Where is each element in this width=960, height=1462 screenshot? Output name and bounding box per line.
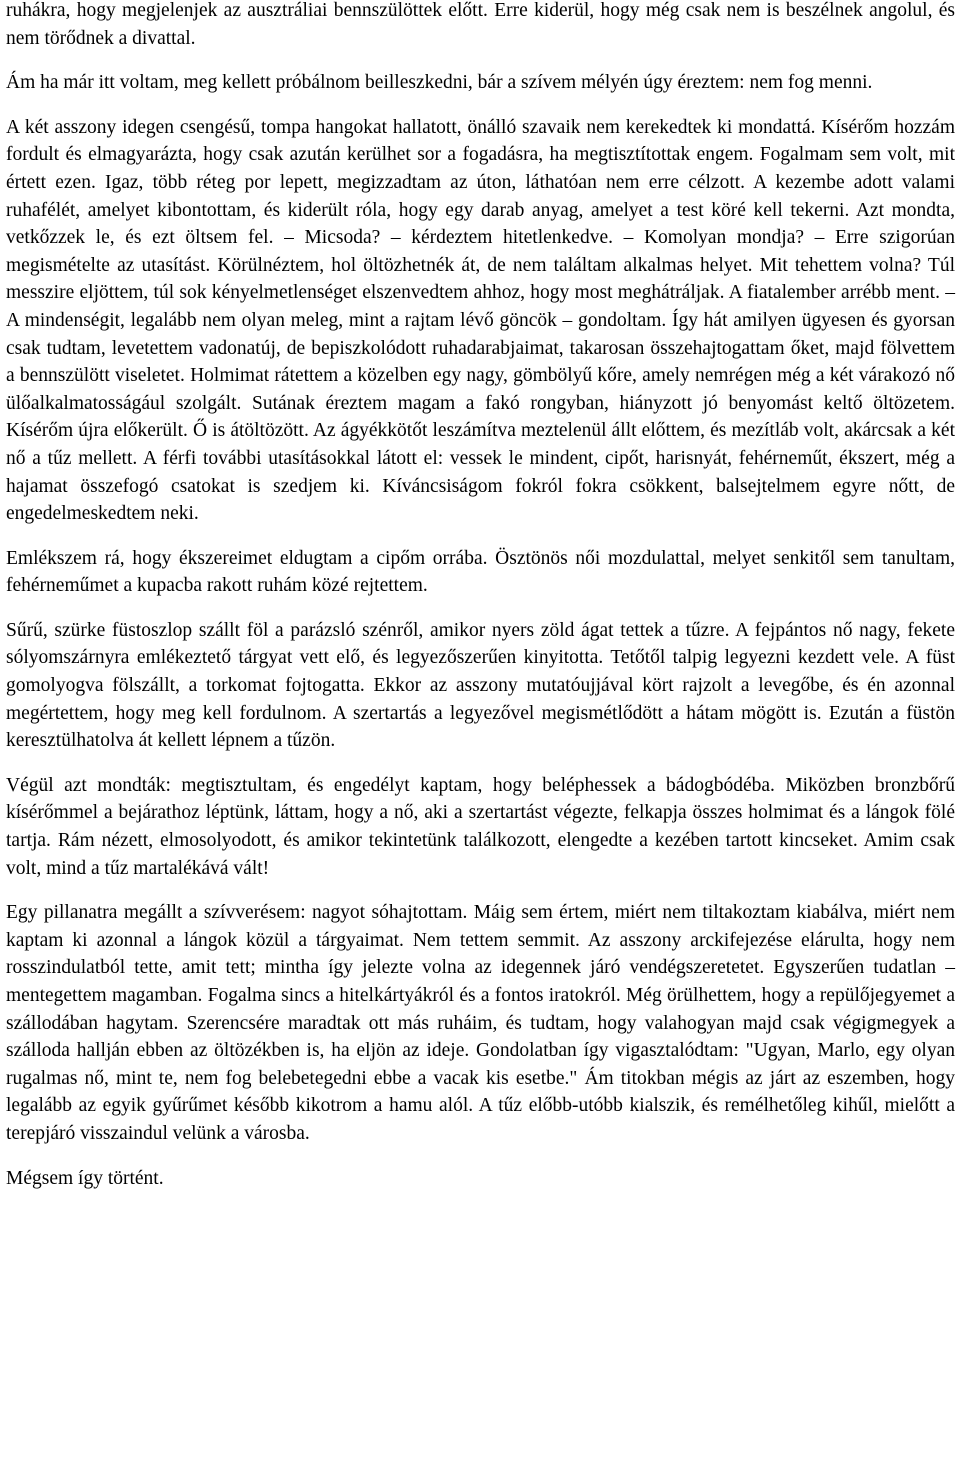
paragraph-5: Sűrű, szürke füstoszlop szállt föl a parázsló szénről, amikor nyers zöld ágat tettek a tűzre. A fejpántos nő nagy, fekete sólyomszárnyra emlékeztető tárgyat vett elő, és legyezőszerűen kinyitotta. Tetőtől talpig legyezni kezdett vele. A füst gomolyogva fölszállt, a torkomat fojtogatta. Ekkor az asszony mutatóujjával kört rajzolt a levegőbe, és én azonnal megértettem, hogy meg kell fordulnom. A szertartás a legyezővel megismétlődött a hátam mögött is. Ezután a füstön keresztülhatolva át kellett lépnem a tűzön. bbox=[6, 619, 955, 752]
paragraph-3: A két asszony idegen csengésű, tompa hangokat hallatott, önálló szavaik nem kerekedtek ki mondattá. Kísérőm hozzám fordult és elmagyarázta, hogy csak azután kerülhet sor a fogadásra, ha megtisztítottak engem. Fogalmam sem volt, mit értett ezen. Igaz, több réteg por lepett, megizzadtam az úton, láthatóan nem erre célzott. A kezembe adott valami ruhafélét, amelyet kibontottam, és kiderült róla, hogy egy darab anyag, amelyet a test köré kell tekerni. Azt mondta, vetkőzzek le, és ezt öltsem fel. – Micsoda? – kérdeztem hitetlenkedve. – Komolyan mondja? – Erre szigorúan megismételte az utasítást. Körülnéztem, hol öltözhetnék át, de nem találtam alkalmas helyet. Mit tehettem volna? Túl messzire eljöttem, túl sok kényelmetlenséget elszenvedtem ahhoz, hogy most meghátráljak. A fiatalember arrébb ment. – A mindenségit, legalább nem olyan meleg, mint a rajtam lévő göncök – gondoltam. Így hát amilyen ügyesen és gyorsan csak tudtam, levetettem vadonatúj, de bepiszkolódott ruhadarabjaimat, takarosan összehajtogattam őket, majd fölvettem a bennszülött viseletet. Holmimat rátettem a közelben egy nagy, gömbölyű kőre, amely nemrégen még a két várakozó nő ülőalkalmatosságául szolgált. Sutának éreztem magam a fakó rongyban, hiányzott jó benyomást keltő öltözetem. Kísérőm újra előkerült. Ő is átöltözött. Az ágyékkötőt leszámítva meztelenül állt előttem, és mezítláb volt, akárcsak a két nő a tűz mellett. A férfi további utasításokkal látott el: vessek le mindent, cipőt, harisnyát, fehérneműt, ékszert, még a hajamat összefogó csatokat is szedjem ki. Kíváncsiságom fokról fokra csökkent, balsejtelmem egyre nőtt, de engedelmeskedtem neki. bbox=[6, 116, 955, 525]
paragraph-2: Ám ha már itt voltam, meg kellett próbálnom beilleszkedni, bár a szívem mélyén úgy éreztem: nem fog menni. bbox=[6, 72, 873, 94]
paragraph-7: Egy pillanatra megállt a szívverésem: nagyot sóhajtottam. Máig sem értem, miért nem tiltakoztam kiabálva, miért nem kaptam ki azonnal a lángok közül a tárgyaimat. Nem tettem semmit. Az asszony arckifejezése elárulta, hogy nem rosszindulatból tette, amit tett; mintha így jelezte volna az idegennek járó vendégszeretetet. Egyszerűen tudatlan – mentegettem magamban. Fogalma sincs a hitelkártyákról és a fontos iratokról. Még örülhettem, hogy a repülőjegyemet a szállodában hagytam. Szerencsére maradtak ott más ruháim, és tudtam, hogy valahogyan majd csak végigmegyek a szálloda hallján ebben az öltözékben is, ha eljön az ideje. Gondolatban így vigasztalódtam: "Ugyan, Marlo, egy olyan rugalmas nő, mint te, nem fog belebetegedni ebbe a vacak kis esetbe." Ám titokban mégis az járt az eszemben, hogy legalább az egyik gyűrűmet később kikotrom a hamu alól. A tűz előbb-utóbb kialszik, és remélhetőleg kihűl, mielőtt a terepjáró visszaindul velünk a városba. bbox=[6, 902, 955, 1144]
paragraph-8: Mégsem így történt. bbox=[6, 1167, 164, 1189]
document-page bbox=[6, 0, 955, 1192]
paragraph-1: ruhákra, hogy megjelenjek az ausztráliai bennszülöttek előtt. Erre kiderül, hogy még csak nem is beszélnek angolul, és nem törődnek a divattal. bbox=[6, 0, 955, 49]
paragraph-4: Emlékszem rá, hogy ékszereimet eldugtam a cipőm orrába. Ösztönös női mozdulattal, melyet senkitől sem tanultam, fehérneműmet a kupacba rakott ruhám közé rejtettem. bbox=[6, 547, 955, 597]
paragraph-6: Végül azt mondták: megtisztultam, és engedélyt kaptam, hogy beléphessek a bádogbódéba. Miközben bronzbőrű kísérőmmel a bejárathoz léptünk, láttam, hogy a nő, aki a szertartást végezte, felkapja összes holmimat és a lángok fölé tartja. Rám nézett, elmosolyodott, és amikor tekintetünk találkozott, elengedte a kezében tartott kincseket. Amim csak volt, mind a tűz martalékává vált! bbox=[6, 774, 955, 879]
